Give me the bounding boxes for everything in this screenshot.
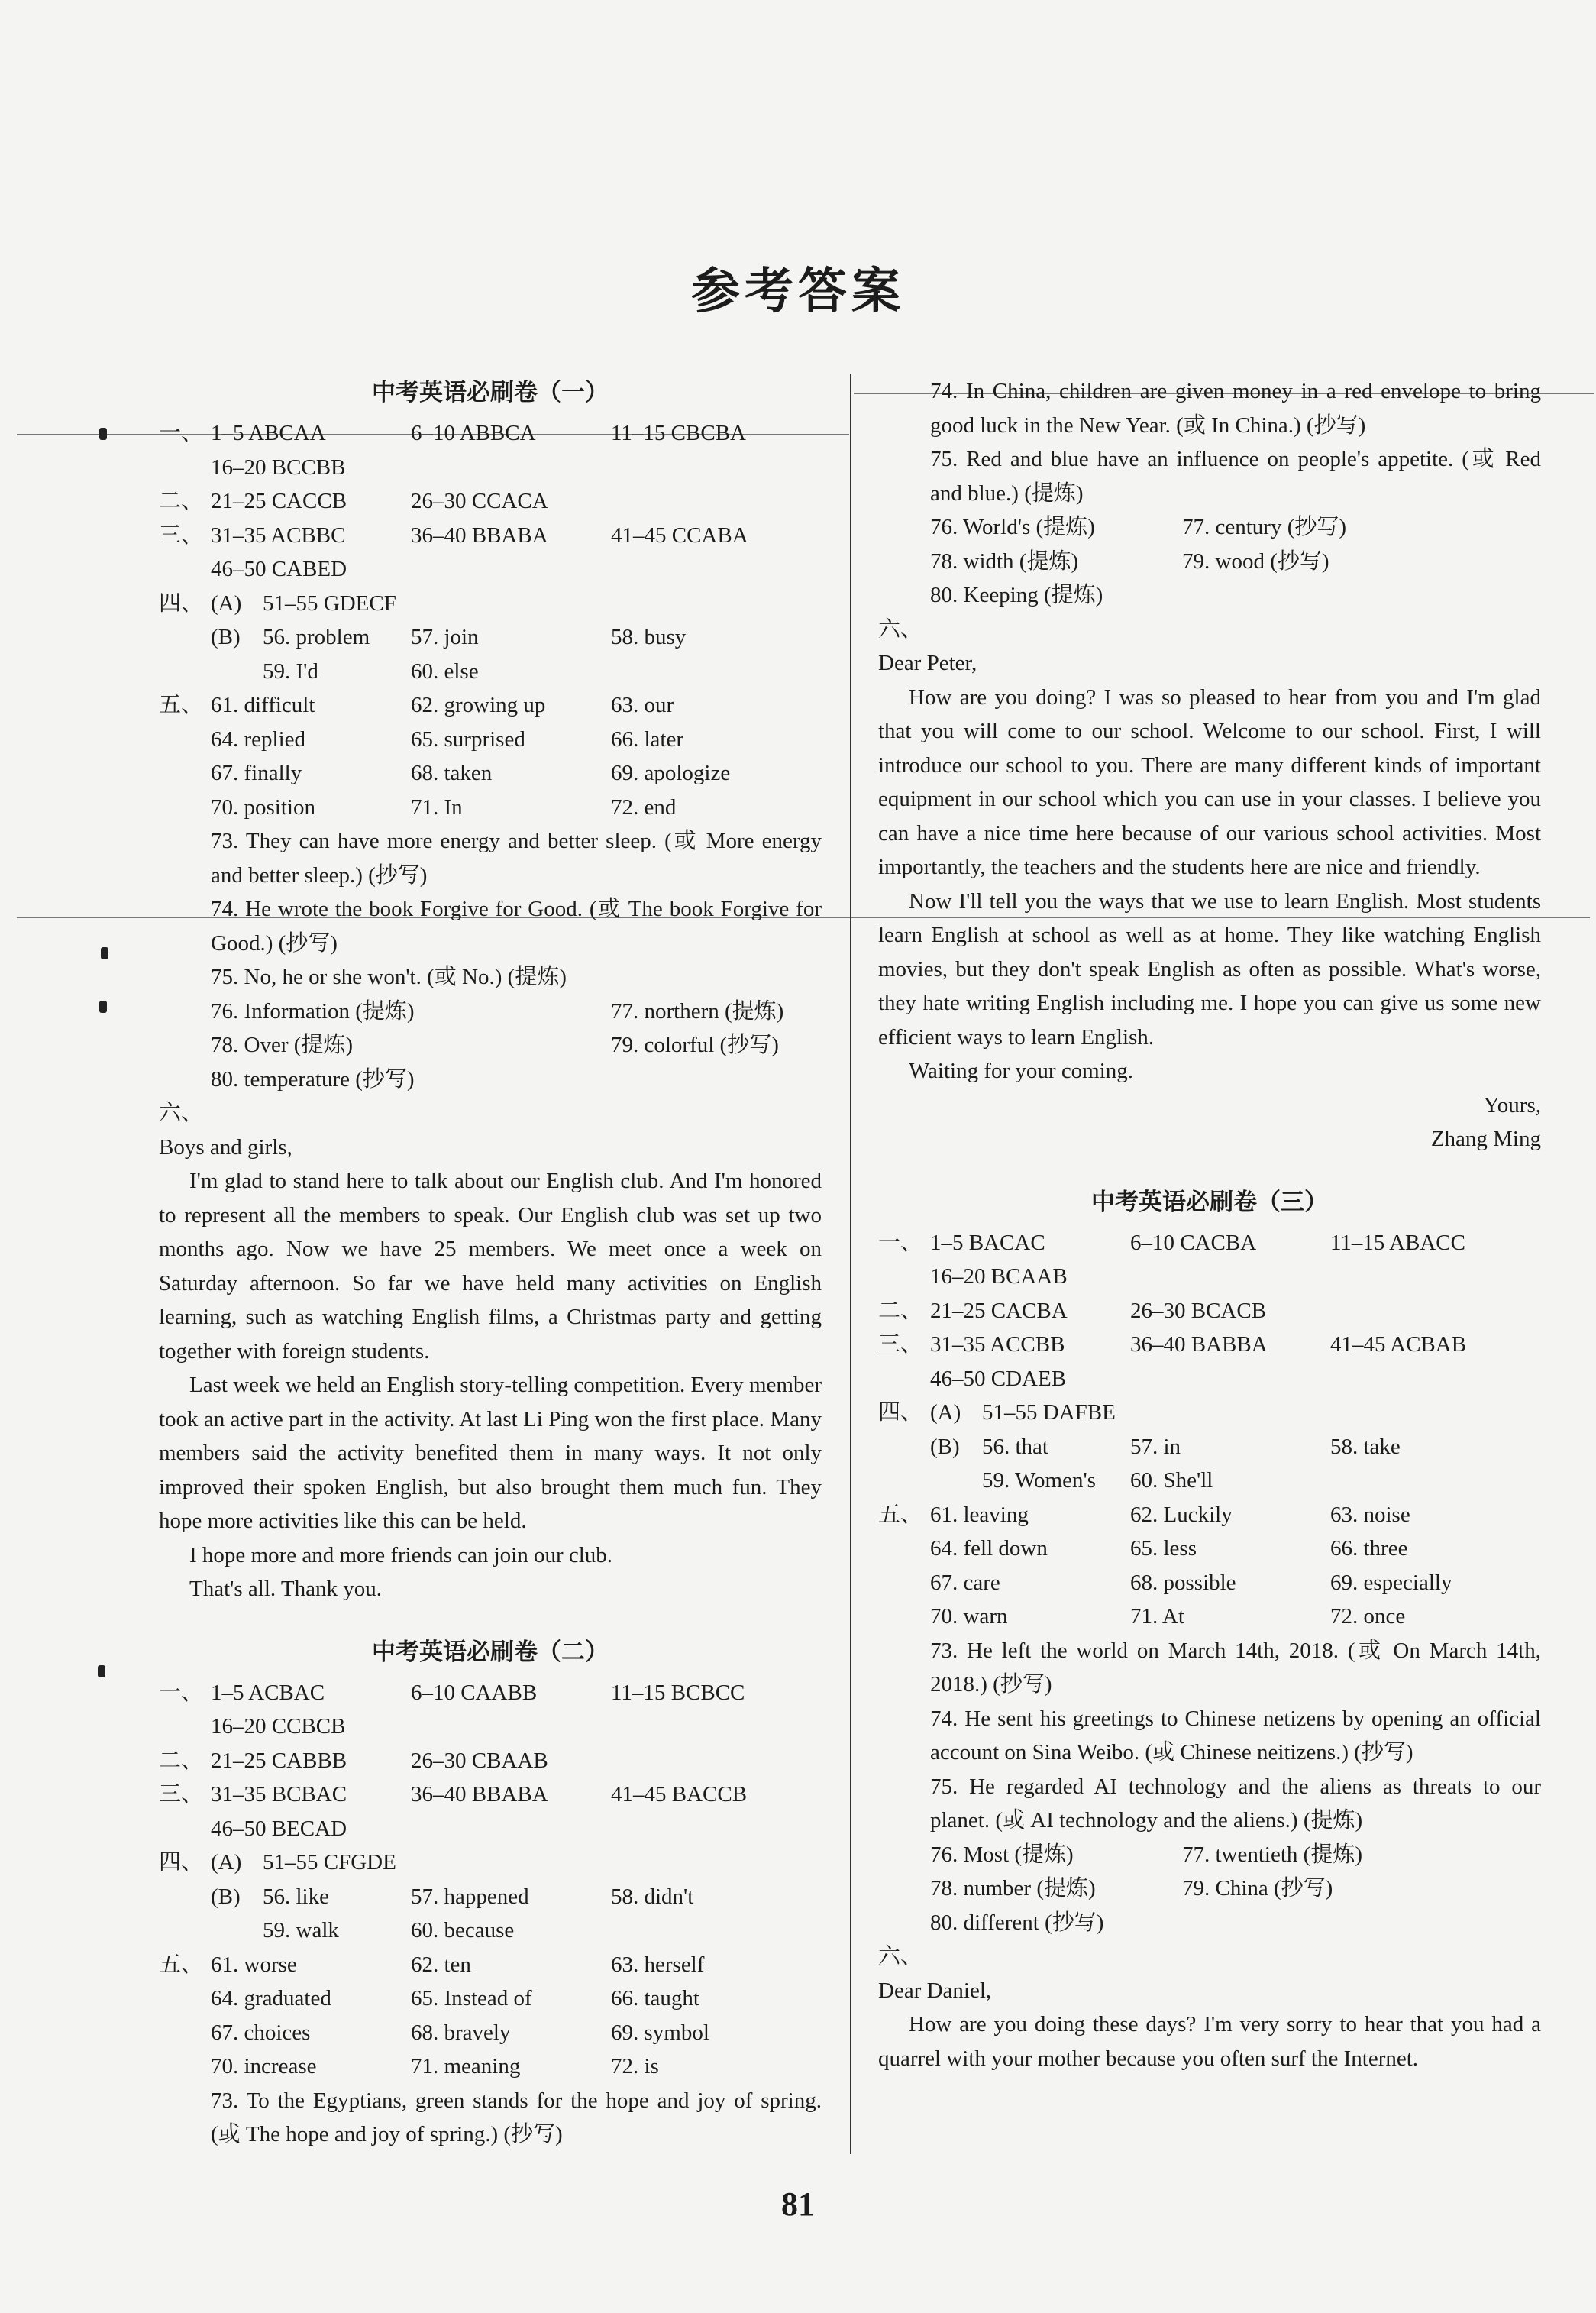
answer-row: 一、 1–5 BACAC 6–10 CACBA 11–15 ABACC <box>878 1230 1465 1255</box>
answer-row: 76. Information (提炼) 77. northern (提炼) <box>211 998 784 1024</box>
answer-row: (B) 56. problem 57. join 58. busy <box>211 625 687 649</box>
answer-row: 16–20 CCBCB <box>211 1714 346 1739</box>
answer-row: 70. increase 71. meaning 72. is <box>211 2054 659 2078</box>
section-title: 中考英语必刷卷（一） <box>372 379 609 406</box>
answer-row: 80. different (抄写) <box>930 1910 1104 1935</box>
answer-row: 80. Keeping (提炼) <box>930 583 1103 607</box>
answer-row: 70. position 71. In 72. end <box>211 794 677 820</box>
section-label: 六、 <box>159 1101 204 1125</box>
answer-row: 78. width (提炼) 79. wood (抄写) <box>930 548 1329 574</box>
right-column <box>878 374 1541 2075</box>
answer-row: 78. Over (提炼) 79. colorful (抄写) <box>211 1033 779 1057</box>
answer-long: 73. They can have more energy and better sleep. (或 More energy and better sleep.) (抄写) <box>211 829 822 888</box>
left-column <box>159 367 822 2152</box>
binding-mark <box>101 947 108 959</box>
answer-row: 三、 31–35 BCBAC 36–40 BBABA 41–45 BACCB <box>159 1782 748 1807</box>
answer-row: 64. replied 65. surprised 66. later <box>211 726 684 752</box>
answer-row: 三、 31–35 ACCBB 36–40 BABBA 41–45 ACBAB <box>878 1332 1467 1357</box>
essay-paragraph: Now I'll tell you the ways that we use to learn English. Most students learn English at school as well as at home. They like watching English movies, but they don't speak English as often as possible. What's worse, they hate writing English including me. I hope you can give us some new efficient ways to learn English. <box>878 888 1541 1050</box>
answer-row: 46–50 CABED <box>211 557 347 581</box>
section-title: 中考英语必刷卷（二） <box>372 1638 609 1666</box>
binding-mark <box>99 428 107 440</box>
essay-paragraph: I hope more and more friends can join our club. <box>189 1542 613 1567</box>
answer-row: 59. I'd 60. else <box>263 658 479 684</box>
answer-long: 75. He regarded AI technology and the aliens as threats to our planet. (或 AI technology and the aliens.) (提炼) <box>930 1774 1541 1833</box>
answer-row: 64. fell down 65. less 66. three <box>930 1536 1408 1561</box>
answer-row: 二、 21–25 CACCB 26–30 CCACA <box>159 489 548 513</box>
answer-row: 75. No, he or she won't. (或 No.) (提炼) <box>211 965 567 989</box>
answer-row: 四、 (A) 51–55 GDECF <box>159 590 396 616</box>
answer-row: (B) 56. like 57. happened 58. didn't <box>211 1884 694 1909</box>
page-title: 参考答案 <box>691 264 905 320</box>
answer-row: 二、 21–25 CACBA 26–30 BCACB <box>878 1298 1267 1323</box>
answer-long: 75. Red and blue have an influence on people's appetite. (或 Red and blue.) (提炼) <box>930 447 1541 506</box>
answer-row: 67. finally 68. taken 69. apologize <box>211 761 731 785</box>
essay-paragraph: That's all. Thank you. <box>189 1577 382 1601</box>
answer-row: 59. Women's 60. She'll <box>982 1468 1213 1493</box>
answer-row: 59. walk 60. because <box>263 1918 515 1943</box>
page-number: 81 <box>781 2185 815 2223</box>
answer-row: 五、 61. worse 62. ten 63. herself <box>159 1952 705 1977</box>
section-label: 六、 <box>878 1944 923 1968</box>
answer-row: 四、 (A) 51–55 CFGDE <box>159 1850 396 1875</box>
answer-row: 78. number (提炼) 79. China (抄写) <box>930 1876 1333 1901</box>
answer-row: 67. care 68. possible 69. especially <box>930 1570 1452 1595</box>
answer-long: 74. He wrote the book Forgive for Good. (或 The book Forgive for Good.) (抄写) <box>211 897 822 956</box>
column-divider <box>850 374 851 2154</box>
section-title: 中考英语必刷卷（三） <box>1091 1188 1328 1216</box>
answer-row: 80. temperature (抄写) <box>211 1066 415 1092</box>
answer-row: 一、 1–5 ABCAA 6–10 ABBCA 11–15 CBCBA <box>159 421 746 445</box>
letter-greeting: Boys and girls, <box>159 1134 292 1160</box>
answer-row: 五、 61. difficult 62. growing up 63. our <box>159 693 674 717</box>
binding-mark <box>98 1665 105 1677</box>
answer-row: 三、 31–35 ACBBC 36–40 BBABA 41–45 CCABA <box>159 522 748 548</box>
answer-row: 16–20 BCAAB <box>930 1264 1068 1289</box>
answer-row: 四、 (A) 51–55 DAFBE <box>878 1400 1116 1425</box>
answer-long: 73. To the Egyptians, green stands for the hope and joy of spring. (或 The hope and joy of spring.) (抄写) <box>211 2088 822 2146</box>
section-label: 六、 <box>878 616 923 642</box>
answer-long: 73. He left the world on March 14th, 2018. (或 On March 14th, 2018.) (抄写) <box>930 1638 1541 1697</box>
answer-row: 70. warn 71. At 72. once <box>930 1604 1406 1629</box>
letter-signature: Zhang Ming <box>1430 1127 1541 1151</box>
answer-row: 76. Most (提炼) 77. twentieth (提炼) <box>930 1842 1362 1867</box>
essay-paragraph: I'm glad to stand here to talk about our English club. And I'm honored to represent all the members to speak. Our English club was set up two months ago. Now we have 25 members. We meet once a week on Saturday afternoon. So far we have held many activities on English learning, such as watching English films, a Christmas party and getting together with foreign students. <box>159 1169 822 1364</box>
answer-long: 74. He sent his greetings to Chinese netizens by opening an official account on Sina Weibo. (或 Chinese neitizens.) (抄写) <box>930 1706 1541 1765</box>
answer-row: 64. graduated 65. Instead of 66. taught <box>211 1986 699 2011</box>
answer-row: 76. World's (提炼) 77. century (抄写) <box>930 515 1347 539</box>
letter-closing: Yours, <box>1483 1092 1541 1118</box>
letter-greeting: Dear Daniel, <box>878 1978 992 2003</box>
answer-long: 74. In China, children are given money in a red envelope to bring good luck in the New Year. (或 In China.) (抄写) <box>930 379 1541 438</box>
essay-paragraph: Last week we held an English story-telling competition. Every member took an active part in the activity. At last Li Ping won the first place. Many members said the activity benefited them in many ways. It not only improved their spoken English, but also brought them much fun. They hope more activities like this can be held. <box>159 1373 822 1533</box>
binding-mark <box>99 1001 107 1013</box>
answer-row: 46–50 BECAD <box>211 1816 347 1841</box>
answer-row: (B) 56. that 57. in 58. take <box>930 1434 1401 1459</box>
letter-greeting: Dear Peter, <box>878 651 977 675</box>
essay-paragraph: How are you doing these days? I'm very sorry to hear that you had a quarrel with your mother because you often surf the Internet. <box>878 2012 1541 2071</box>
answer-row: 16–20 BCCBB <box>211 455 346 480</box>
answer-row: 46–50 CDAEB <box>930 1366 1067 1391</box>
essay-paragraph: How are you doing? I was so pleased to hear from you and I'm glad that you will come to our school. Welcome to our school. First, I will introduce our school to you. There are many different kinds of important equipment in our school which you can use in your classes. I believe you can have a nice time here because of our various school activities. Most importantly, the teachers and the students here are nice and friendly. <box>878 684 1541 879</box>
answer-row: 五、 61. leaving 62. Luckily 63. noise <box>878 1502 1410 1527</box>
answer-row: 67. choices 68. bravely 69. symbol <box>211 2020 709 2045</box>
answer-row: 二、 21–25 CABBB 26–30 CBAAB <box>159 1748 548 1773</box>
answer-row: 一、 1–5 ACBAC 6–10 CAABB 11–15 BCBCC <box>159 1680 745 1705</box>
essay-paragraph: Waiting for your coming. <box>909 1059 1134 1083</box>
